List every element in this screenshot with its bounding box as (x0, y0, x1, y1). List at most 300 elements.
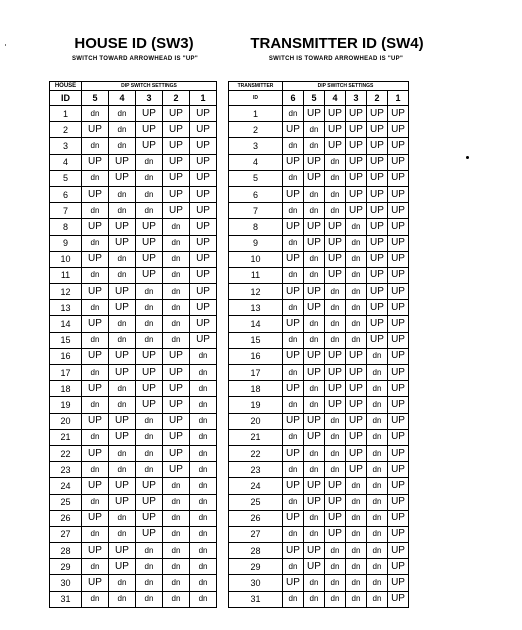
switch-setting: UP (304, 365, 325, 381)
row-id: 7 (229, 203, 283, 219)
row-id: 29 (50, 559, 82, 575)
row-id: 22 (50, 445, 82, 461)
switch-setting: dn (109, 526, 136, 542)
switch-column-header: 2 (163, 91, 190, 106)
switch-setting: dn (190, 559, 217, 575)
switch-setting: dn (109, 381, 136, 397)
switch-setting: UP (304, 284, 325, 300)
table-row (229, 186, 409, 202)
switch-setting: dn (109, 510, 136, 526)
switch-setting: dn (346, 494, 367, 510)
switch-setting: UP (325, 267, 346, 283)
switch-setting: dn (325, 462, 346, 478)
switch-setting: dn (283, 559, 304, 575)
switch-setting: UP (304, 478, 325, 494)
table-row (229, 543, 409, 559)
table-row (229, 203, 409, 219)
switch-setting: UP (346, 106, 367, 122)
switch-setting: dn (367, 365, 388, 381)
switch-setting: UP (388, 251, 409, 267)
switch-setting: UP (346, 186, 367, 202)
switch-setting: dn (109, 186, 136, 202)
switch-setting: dn (367, 478, 388, 494)
table-row (229, 445, 409, 461)
switch-setting: UP (346, 348, 367, 364)
switch-setting: UP (388, 267, 409, 283)
switch-column-header: 3 (136, 91, 163, 106)
switch-setting: UP (109, 559, 136, 575)
switch-setting: dn (304, 138, 325, 154)
switch-setting: dn (367, 429, 388, 445)
switch-setting: dn (304, 397, 325, 413)
row-id: 26 (229, 510, 283, 526)
switch-setting: UP (325, 510, 346, 526)
switch-setting: dn (367, 494, 388, 510)
switch-setting: dn (82, 429, 109, 445)
switch-setting: dn (136, 203, 163, 219)
row-id: 27 (229, 526, 283, 542)
table-row (50, 138, 217, 154)
switch-setting: UP (190, 332, 217, 348)
row-id: 8 (50, 219, 82, 235)
switch-setting: dn (283, 332, 304, 348)
table-row (50, 445, 217, 461)
switch-setting: dn (346, 251, 367, 267)
switch-setting: dn (367, 445, 388, 461)
switch-setting: UP (283, 186, 304, 202)
switch-setting: UP (388, 348, 409, 364)
switch-setting: dn (109, 462, 136, 478)
switch-setting: dn (325, 170, 346, 186)
switch-setting: dn (109, 316, 136, 332)
switch-setting: dn (367, 397, 388, 413)
switch-setting: UP (367, 170, 388, 186)
id-header-bottom: ID (50, 91, 82, 106)
table-row (229, 381, 409, 397)
switch-setting: dn (82, 170, 109, 186)
switch-setting: UP (283, 122, 304, 138)
switch-setting: dn (82, 203, 109, 219)
switch-setting: UP (367, 332, 388, 348)
switch-setting: UP (346, 138, 367, 154)
switch-setting: UP (304, 413, 325, 429)
switch-setting: UP (136, 365, 163, 381)
switch-setting: dn (163, 559, 190, 575)
switch-setting: dn (325, 543, 346, 559)
table-row (229, 170, 409, 186)
switch-setting: dn (190, 575, 217, 591)
row-id: 28 (229, 543, 283, 559)
switch-setting: UP (109, 413, 136, 429)
switch-setting: dn (346, 235, 367, 251)
switch-setting: dn (325, 591, 346, 607)
switch-setting: UP (82, 478, 109, 494)
row-id: 4 (50, 154, 82, 170)
switch-setting: dn (136, 316, 163, 332)
switch-setting: UP (136, 478, 163, 494)
switch-setting: dn (163, 332, 190, 348)
switch-setting: UP (190, 138, 217, 154)
switch-setting: UP (283, 478, 304, 494)
switch-setting: UP (82, 543, 109, 559)
id-header-bottom: ID (229, 91, 283, 106)
row-id: 7 (50, 203, 82, 219)
table-row (229, 397, 409, 413)
table-row (50, 365, 217, 381)
switch-setting: dn (304, 526, 325, 542)
row-id: 31 (50, 591, 82, 607)
switch-setting: UP (163, 445, 190, 461)
row-id: 8 (229, 219, 283, 235)
table-row (50, 559, 217, 575)
switch-setting: UP (82, 154, 109, 170)
switch-setting: UP (388, 106, 409, 122)
switch-setting: UP (82, 122, 109, 138)
switch-setting: UP (136, 397, 163, 413)
switch-setting: dn (82, 300, 109, 316)
switch-setting: UP (388, 462, 409, 478)
switch-setting: dn (367, 462, 388, 478)
switch-setting: UP (346, 203, 367, 219)
switch-column-header: 1 (190, 91, 217, 106)
switch-setting: UP (163, 429, 190, 445)
switch-setting: UP (190, 186, 217, 202)
switch-setting: UP (388, 559, 409, 575)
header-row (229, 82, 409, 91)
table-row (50, 348, 217, 364)
switch-setting: dn (163, 219, 190, 235)
switch-setting: UP (163, 122, 190, 138)
column-header-row (229, 91, 409, 106)
switch-setting: UP (367, 122, 388, 138)
switch-setting: dn (367, 559, 388, 575)
row-id: 17 (50, 365, 82, 381)
table-row (50, 332, 217, 348)
switch-setting: dn (304, 122, 325, 138)
switch-setting: dn (136, 186, 163, 202)
switch-setting: UP (346, 397, 367, 413)
table-row (50, 591, 217, 607)
switch-setting: dn (283, 462, 304, 478)
switch-setting: dn (190, 429, 217, 445)
switch-setting: dn (82, 267, 109, 283)
switch-setting: UP (109, 154, 136, 170)
switch-setting: dn (304, 462, 325, 478)
switch-setting: dn (82, 106, 109, 122)
switch-setting: dn (109, 332, 136, 348)
table-row (229, 316, 409, 332)
switch-setting: UP (283, 316, 304, 332)
switch-setting: dn (163, 251, 190, 267)
switch-setting: UP (388, 138, 409, 154)
switch-setting: UP (109, 170, 136, 186)
switch-setting: UP (367, 106, 388, 122)
switch-setting: dn (283, 106, 304, 122)
switch-setting: dn (163, 510, 190, 526)
switch-setting: UP (388, 575, 409, 591)
table-row (229, 219, 409, 235)
table-row (50, 284, 217, 300)
switch-setting: UP (283, 543, 304, 559)
table-row (229, 559, 409, 575)
switch-setting: UP (388, 186, 409, 202)
table-row (50, 413, 217, 429)
table-row (50, 316, 217, 332)
switch-setting: UP (82, 348, 109, 364)
switch-setting: dn (367, 348, 388, 364)
switch-setting: UP (325, 381, 346, 397)
switch-setting: dn (82, 591, 109, 607)
row-id: 30 (50, 575, 82, 591)
switch-setting: dn (190, 365, 217, 381)
switch-setting: UP (346, 122, 367, 138)
switch-setting: dn (346, 219, 367, 235)
switch-setting: dn (136, 154, 163, 170)
transmitter-id-subtitle: SWITCH IS TOWARD ARROWHEAD IS "UP" (268, 56, 404, 62)
switch-setting: dn (304, 203, 325, 219)
switch-setting: dn (163, 235, 190, 251)
switch-setting: UP (136, 122, 163, 138)
switch-setting: dn (136, 575, 163, 591)
switch-setting: dn (136, 429, 163, 445)
switch-setting: dn (82, 526, 109, 542)
switch-setting: UP (136, 106, 163, 122)
row-id: 9 (229, 235, 283, 251)
switch-setting: UP (304, 235, 325, 251)
switch-setting: dn (346, 591, 367, 607)
switch-setting: dn (190, 381, 217, 397)
switch-setting: dn (190, 510, 217, 526)
switch-setting: dn (325, 429, 346, 445)
row-id: 16 (50, 348, 82, 364)
switch-setting: UP (388, 526, 409, 542)
row-id: 9 (50, 235, 82, 251)
table-row (229, 413, 409, 429)
row-id: 23 (229, 462, 283, 478)
switch-setting: UP (283, 251, 304, 267)
switch-setting: dn (304, 332, 325, 348)
switch-setting: dn (136, 413, 163, 429)
table-row (50, 462, 217, 478)
row-id: 14 (229, 316, 283, 332)
row-id: 11 (229, 267, 283, 283)
switch-setting: UP (82, 510, 109, 526)
switch-setting: dn (346, 510, 367, 526)
switch-setting: UP (304, 154, 325, 170)
switch-setting: dn (346, 316, 367, 332)
switch-setting: UP (136, 526, 163, 542)
switch-setting: UP (304, 300, 325, 316)
switch-setting: dn (109, 397, 136, 413)
switch-setting: dn (82, 462, 109, 478)
row-id: 17 (229, 365, 283, 381)
switch-setting: UP (325, 348, 346, 364)
switch-setting: UP (325, 122, 346, 138)
switch-setting: UP (190, 284, 217, 300)
switch-setting: dn (109, 251, 136, 267)
house-id-subtitle: SWITCH TOWARD ARROWHEAD IS "UP" (72, 56, 198, 62)
switch-setting: dn (82, 559, 109, 575)
row-id: 4 (229, 154, 283, 170)
table-row (229, 251, 409, 267)
table-row (50, 203, 217, 219)
switch-setting: dn (163, 526, 190, 542)
switch-setting: UP (367, 284, 388, 300)
row-id: 10 (50, 251, 82, 267)
switch-column-header: 5 (304, 91, 325, 106)
switch-setting: dn (304, 445, 325, 461)
row-id: 6 (229, 186, 283, 202)
switch-setting: dn (304, 381, 325, 397)
row-id: 1 (229, 106, 283, 122)
switch-setting: dn (109, 445, 136, 461)
switch-setting: UP (82, 219, 109, 235)
switch-setting: UP (346, 429, 367, 445)
switch-column-header: 1 (388, 91, 409, 106)
switch-setting: dn (163, 591, 190, 607)
switch-setting: UP (163, 203, 190, 219)
table-row (50, 510, 217, 526)
id-header-top: HOUSE (50, 82, 82, 91)
switch-setting: dn (109, 575, 136, 591)
switch-setting: UP (109, 219, 136, 235)
table-row (229, 138, 409, 154)
switch-setting: dn (346, 559, 367, 575)
switch-setting: dn (367, 413, 388, 429)
switch-setting: dn (163, 300, 190, 316)
switch-setting: UP (190, 316, 217, 332)
switch-setting: UP (190, 170, 217, 186)
switch-setting: dn (325, 559, 346, 575)
switch-setting: dn (190, 478, 217, 494)
switch-setting: dn (304, 316, 325, 332)
switch-setting: dn (190, 348, 217, 364)
switch-setting: UP (109, 300, 136, 316)
table-row (229, 300, 409, 316)
switch-setting: UP (136, 219, 163, 235)
switch-setting: UP (283, 219, 304, 235)
switch-setting: UP (367, 138, 388, 154)
switch-setting: UP (388, 219, 409, 235)
switch-setting: dn (109, 267, 136, 283)
switch-setting: dn (283, 170, 304, 186)
margin-mark (5, 44, 6, 46)
header-row (50, 82, 217, 91)
switch-setting: UP (136, 267, 163, 283)
switch-setting: dn (163, 494, 190, 510)
switch-setting: UP (325, 138, 346, 154)
switch-setting: UP (388, 445, 409, 461)
table-row (50, 526, 217, 542)
table-row (229, 154, 409, 170)
switch-setting: UP (82, 381, 109, 397)
table-row (50, 186, 217, 202)
switch-setting: dn (304, 591, 325, 607)
switch-setting: dn (346, 267, 367, 283)
switch-setting: dn (190, 462, 217, 478)
table-row (50, 575, 217, 591)
switch-setting: dn (190, 543, 217, 559)
switch-setting: UP (82, 251, 109, 267)
switch-setting: dn (325, 186, 346, 202)
switch-setting: dn (283, 591, 304, 607)
switch-setting: UP (283, 575, 304, 591)
switch-setting: dn (109, 591, 136, 607)
switch-setting: UP (283, 284, 304, 300)
row-id: 22 (229, 445, 283, 461)
switch-setting: dn (82, 494, 109, 510)
switch-setting: dn (136, 445, 163, 461)
switch-column-header: 2 (367, 91, 388, 106)
switch-setting: dn (367, 543, 388, 559)
switch-setting: UP (388, 284, 409, 300)
row-id: 23 (50, 462, 82, 478)
switch-setting: UP (388, 478, 409, 494)
switch-setting: UP (346, 462, 367, 478)
column-header-row (50, 91, 217, 106)
switch-setting: dn (283, 203, 304, 219)
switch-setting: UP (190, 219, 217, 235)
switch-setting: dn (346, 575, 367, 591)
switch-setting: UP (136, 235, 163, 251)
switch-setting: UP (346, 154, 367, 170)
switch-setting: UP (304, 543, 325, 559)
switch-column-header: 4 (109, 91, 136, 106)
table-row (229, 494, 409, 510)
switch-setting: dn (346, 478, 367, 494)
switch-setting: UP (163, 413, 190, 429)
row-id: 19 (50, 397, 82, 413)
switch-setting: UP (388, 235, 409, 251)
switch-setting: UP (190, 267, 217, 283)
switch-setting: UP (388, 413, 409, 429)
row-id: 13 (229, 300, 283, 316)
switch-setting: dn (346, 526, 367, 542)
switch-setting: UP (163, 365, 190, 381)
row-id: 24 (229, 478, 283, 494)
row-id: 18 (229, 381, 283, 397)
switch-setting: UP (82, 186, 109, 202)
switch-setting: dn (82, 235, 109, 251)
switch-setting: UP (304, 429, 325, 445)
switch-setting: UP (367, 203, 388, 219)
table-row (229, 365, 409, 381)
switch-setting: dn (136, 300, 163, 316)
row-id: 5 (50, 170, 82, 186)
switch-setting: dn (367, 510, 388, 526)
switch-setting: dn (163, 284, 190, 300)
switch-setting: UP (388, 332, 409, 348)
table-row (229, 478, 409, 494)
switch-setting: UP (163, 106, 190, 122)
switch-setting: dn (163, 316, 190, 332)
switch-setting: UP (388, 122, 409, 138)
switch-setting: UP (82, 575, 109, 591)
switch-setting: dn (325, 575, 346, 591)
switch-setting: UP (325, 106, 346, 122)
switch-setting: dn (190, 397, 217, 413)
table-row (50, 543, 217, 559)
switch-setting: dn (325, 332, 346, 348)
row-id: 18 (50, 381, 82, 397)
switch-setting: UP (346, 445, 367, 461)
row-id: 3 (229, 138, 283, 154)
switch-setting: UP (109, 348, 136, 364)
row-id: 19 (229, 397, 283, 413)
switch-setting: dn (163, 478, 190, 494)
row-id: 28 (50, 543, 82, 559)
switch-setting: UP (82, 316, 109, 332)
